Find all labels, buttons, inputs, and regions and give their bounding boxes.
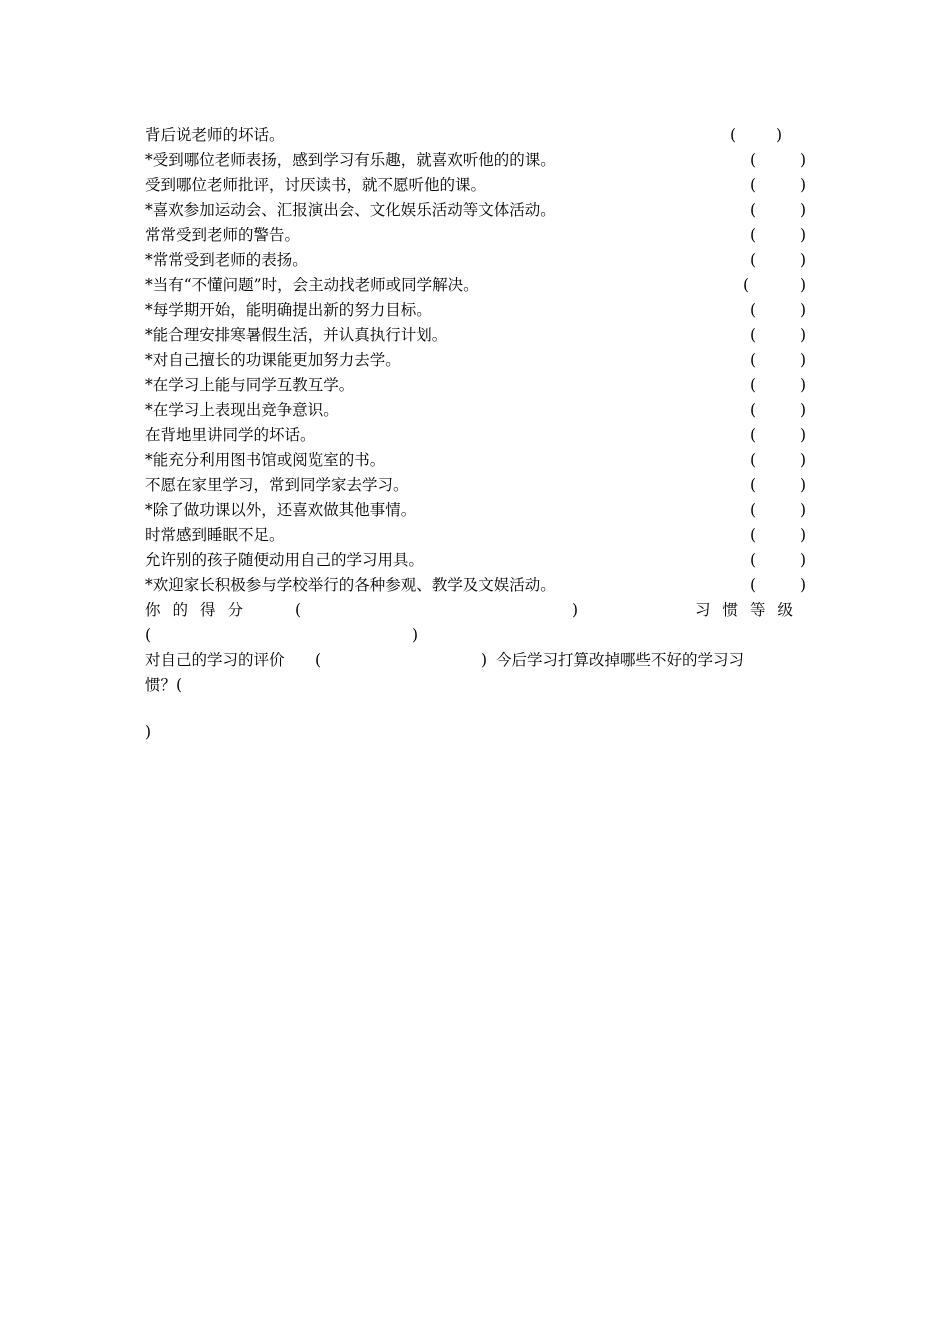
answer-open-paren: (	[750, 201, 757, 219]
checklist-item-text: *能合理安排寒暑假生活，并认真执行计划。	[145, 326, 448, 344]
plan-label: 今后学习打算改掉哪些不好的学习习	[496, 651, 745, 669]
checklist-item-text: *当有“不懂问题”时，会主动找老师或同学解决。	[145, 276, 479, 294]
answer-open-paren: (	[750, 151, 757, 169]
answer-open-paren: (	[750, 301, 757, 319]
checklist-item	[145, 448, 810, 473]
answer-close-paren: )	[799, 151, 806, 169]
answer-blank[interactable]	[750, 473, 806, 498]
answer-blank[interactable]	[750, 523, 806, 548]
checklist-item	[145, 573, 810, 598]
answer-open-paren: (	[750, 476, 757, 494]
answer-close-paren: )	[799, 326, 806, 344]
answer-blank[interactable]	[750, 498, 806, 523]
checklist-item	[145, 123, 810, 148]
checklist-item-text: 允许别的孩子随便动用自己的学习用具。	[145, 551, 425, 569]
plan-label-continued: 惯？	[145, 676, 177, 694]
answer-open-paren: (	[750, 376, 757, 394]
checklist-item	[145, 348, 810, 373]
checklist-item	[145, 173, 810, 198]
answer-open-paren: (	[750, 176, 757, 194]
checklist-item-text: 在背地里讲同学的坏话。	[145, 426, 316, 444]
answer-open-paren: (	[743, 276, 750, 294]
answer-close-paren: )	[799, 426, 806, 444]
answer-blank[interactable]	[750, 573, 806, 598]
answer-open-paren: (	[730, 126, 737, 144]
checklist-item	[145, 198, 810, 223]
answer-open-paren: (	[750, 251, 757, 269]
grade-close-paren: )	[412, 626, 419, 644]
evaluation-close-paren: )	[481, 651, 488, 669]
grade-answer-line	[145, 623, 810, 648]
answer-close-paren: )	[799, 276, 806, 294]
answer-blank[interactable]	[750, 348, 806, 373]
checklist-item-text: *每学期开始，能明确提出新的努力目标。	[145, 301, 432, 319]
checklist-item-text: *常常受到老师的表扬。	[145, 251, 308, 269]
answer-open-paren: (	[750, 401, 757, 419]
checklist-item	[145, 373, 810, 398]
checklist-item	[145, 148, 810, 173]
habit-checklist	[145, 123, 810, 598]
answer-open-paren: (	[750, 326, 757, 344]
answer-close-paren: )	[799, 501, 806, 519]
answer-close-paren: )	[799, 451, 806, 469]
answer-blank[interactable]	[730, 123, 782, 148]
answer-close-paren: )	[799, 201, 806, 219]
answer-blank[interactable]	[750, 548, 806, 573]
answer-blank[interactable]	[750, 248, 806, 273]
score-line	[145, 598, 810, 623]
checklist-item-text: 受到哪位老师批评，讨厌读书，就不愿听他的课。	[145, 176, 487, 194]
checklist-item	[145, 273, 810, 298]
answer-open-paren: (	[750, 426, 757, 444]
answer-close-paren: )	[799, 301, 806, 319]
answer-blank[interactable]	[750, 398, 806, 423]
plan-close-paren: )	[145, 723, 152, 741]
checklist-item	[145, 523, 810, 548]
answer-open-paren: (	[750, 451, 757, 469]
checklist-item-text: 背后说老师的坏话。	[145, 126, 285, 144]
checklist-item-text: *欢迎家长积极参与学校举行的各种参观、教学及文娱活动。	[145, 576, 556, 594]
answer-open-paren: (	[750, 501, 757, 519]
checklist-item	[145, 323, 810, 348]
answer-blank[interactable]	[750, 373, 806, 398]
answer-blank[interactable]	[750, 173, 806, 198]
answer-close-paren: )	[799, 526, 806, 544]
checklist-item-text: 常常受到老师的警告。	[145, 226, 301, 244]
answer-blank[interactable]	[750, 423, 806, 448]
answer-open-paren: (	[750, 226, 757, 244]
answer-open-paren: (	[750, 576, 757, 594]
checklist-item	[145, 398, 810, 423]
answer-close-paren: )	[799, 251, 806, 269]
checklist-item-text: *能充分利用图书馆或阅览室的书。	[145, 451, 386, 469]
evaluation-line	[145, 648, 810, 673]
checklist-item-text: 时常感到睡眠不足。	[145, 526, 285, 544]
answer-blank[interactable]	[750, 448, 806, 473]
answer-open-paren: (	[750, 351, 757, 369]
grade-label: 习惯等级	[695, 601, 806, 619]
answer-close-paren: )	[775, 126, 782, 144]
checklist-item	[145, 423, 810, 448]
answer-close-paren: )	[799, 226, 806, 244]
checklist-item-text: *在学习上能与同学互教互学。	[145, 376, 355, 394]
answer-close-paren: )	[799, 401, 806, 419]
answer-close-paren: )	[799, 576, 806, 594]
answer-close-paren: )	[799, 176, 806, 194]
score-close-paren: )	[572, 601, 579, 619]
answer-close-paren: )	[799, 351, 806, 369]
checklist-item	[145, 473, 810, 498]
plan-open-paren: (	[176, 676, 183, 694]
answer-blank[interactable]	[750, 198, 806, 223]
checklist-item	[145, 548, 810, 573]
answer-blank[interactable]	[750, 148, 806, 173]
answer-close-paren: )	[799, 376, 806, 394]
answer-close-paren: )	[799, 551, 806, 569]
grade-open-paren: (	[145, 626, 152, 644]
checklist-item-text: *受到哪位老师表扬，感到学习有乐趣，就喜欢听他的的课。	[145, 151, 556, 169]
checklist-item-text: *在学习上表现出竞争意识。	[145, 401, 339, 419]
answer-blank[interactable]	[743, 273, 806, 298]
checklist-item-text: *除了做功课以外，还喜欢做其他事情。	[145, 501, 417, 519]
checklist-item	[145, 248, 810, 273]
answer-blank[interactable]	[750, 323, 806, 348]
checklist-item-text: *对自己擅长的功课能更加努力去学。	[145, 351, 401, 369]
evaluation-label: 对自己的学习的评价	[145, 651, 285, 669]
answer-open-paren: (	[750, 551, 757, 569]
checklist-item	[145, 298, 810, 323]
plan-line	[145, 673, 182, 698]
checklist-item-text: *喜欢参加运动会、汇报演出会、文化娱乐活动等文体活动。	[145, 201, 556, 219]
answer-close-paren: )	[799, 476, 806, 494]
answer-blank[interactable]	[750, 298, 806, 323]
answer-open-paren: (	[750, 526, 757, 544]
score-open-paren: (	[295, 601, 302, 619]
score-label: 你的得分	[145, 601, 256, 619]
answer-blank[interactable]	[750, 223, 806, 248]
checklist-item	[145, 223, 810, 248]
evaluation-open-paren: (	[315, 651, 322, 669]
checklist-item	[145, 498, 810, 523]
checklist-item-text: 不愿在家里学习，常到同学家去学习。	[145, 476, 409, 494]
